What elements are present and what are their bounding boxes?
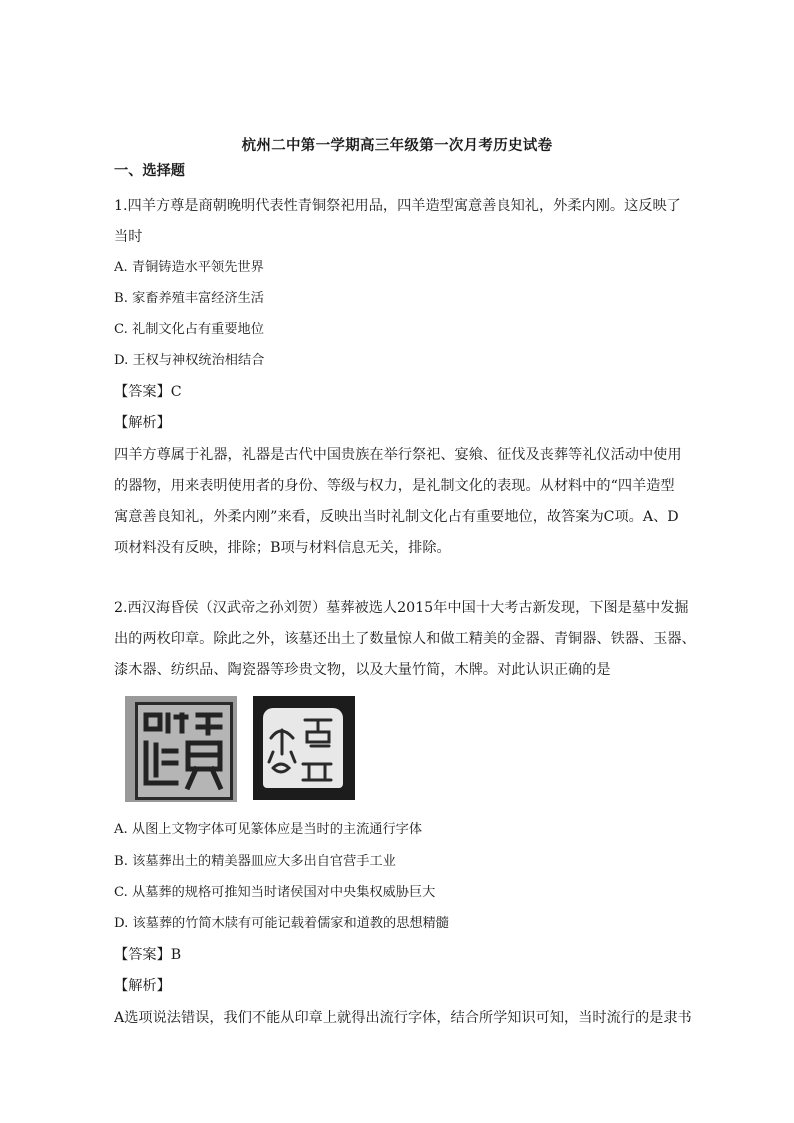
q1-analysis-line: 的器物，用来表明使用者的身份、等级与权力，是礼制文化的表现。从材料中的“四羊造型 bbox=[114, 478, 675, 494]
q1-stem-line1: 1.四羊方尊是商朝晚明代表性青铜祭祀用品，四羊造型寓意善良知礼，外柔内刚。这反映了 bbox=[114, 198, 681, 214]
seal-image-2 bbox=[253, 696, 355, 800]
q1-analysis-line: 寓意善良知礼，外柔内刚”来看，反映出当时礼制文化占有重要地位，故答案为C项。A、D bbox=[114, 509, 679, 525]
q2-stem-line: 2.西汉海昏侯（汉武帝之孙刘贺）墓葬被选人2015年中国十大考古新发现，下图是墓中发掘 bbox=[114, 600, 689, 616]
q2-analysis-line: A选项说法错误，我们不能从印章上就得出流行字体，结合所学知识可知，当时流行的是隶书 bbox=[114, 1010, 692, 1026]
page-title: 杭州二中第一学期高三年级第一次月考历史试卷 bbox=[241, 137, 553, 154]
q1-stem-line2: 当时 bbox=[114, 229, 143, 245]
q2-stem-line: 漆木器、纺织品、陶瓷器等珍贵文物，以及大量竹简，木牌。对此认识正确的是 bbox=[114, 662, 611, 678]
q2-analysis-label: 【解析】 bbox=[114, 978, 171, 994]
q1-option-d: D. 王权与神权统治相结合 bbox=[114, 353, 265, 368]
seal-images bbox=[125, 694, 355, 806]
q2-option-b: B. 该墓葬出土的精美器皿应大多出自官营手工业 bbox=[114, 854, 396, 869]
q1-option-c: C. 礼制文化占有重要地位 bbox=[114, 322, 264, 337]
q1-option-b: B. 家畜养殖丰富经济生活 bbox=[114, 291, 264, 306]
section-heading: 一、选择题 bbox=[114, 163, 185, 179]
q2-stem-line: 出的两枚印章。除此之外，该墓还出土了数量惊人和做工精美的金器、青铜器、铁器、玉器、 bbox=[114, 631, 696, 647]
seal-image-1 bbox=[125, 696, 237, 802]
q2-answer: 【答案】B bbox=[114, 947, 182, 963]
q2-option-c: C. 从墓葬的规格可推知当时诸侯国对中央集权威胁巨大 bbox=[114, 885, 436, 900]
q1-analysis-label: 【解析】 bbox=[114, 415, 171, 431]
q1-answer: 【答案】C bbox=[114, 384, 182, 400]
q2-option-a: A. 从图上文物字体可见篆体应是当时的主流通行字体 bbox=[114, 822, 423, 837]
q1-analysis-line: 四羊方尊属于礼器，礼器是古代中国贵族在举行祭祀、宴飨、征伐及丧葬等礼仪活动中使用 bbox=[114, 447, 682, 463]
q1-option-a: A. 青铜铸造水平领先世界 bbox=[114, 260, 264, 275]
q2-option-d: D. 该墓葬的竹简木牍有可能记载着儒家和道教的思想精髓 bbox=[114, 916, 449, 931]
q1-analysis-line: 项材料没有反映，排除；B项与材料信息无关，排除。 bbox=[114, 540, 451, 556]
